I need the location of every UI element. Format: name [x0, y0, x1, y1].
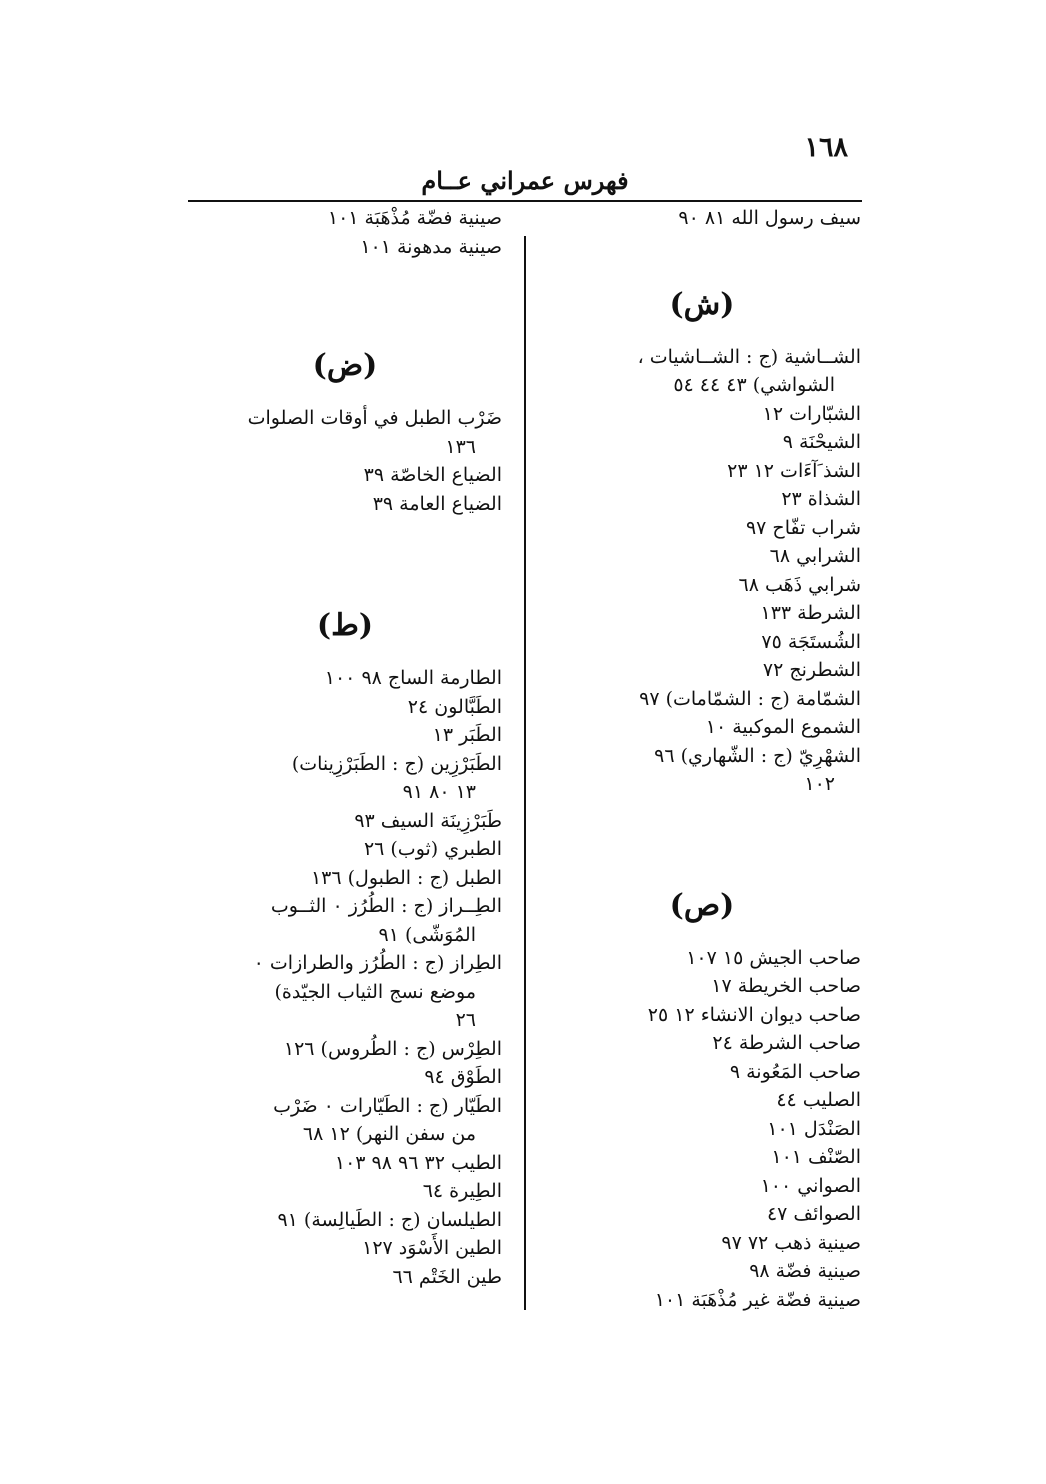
index-entry: الطَيّار (ج : الطَيّارات ٠ ضَرْب	[273, 1094, 502, 1117]
index-entry: الطَبَر ١٣	[432, 724, 502, 746]
index-entry: الصواني ١٠٠	[760, 1174, 861, 1197]
index-entry: الطِيرة ٦٤	[422, 1180, 502, 1202]
index-entry: الطيب ٣٢ ٩٦ ٩٨ ١٠٣	[334, 1151, 502, 1174]
index-entry: شراب تفّاح ٩٧	[745, 516, 861, 539]
index-entry: الشطرنج ٧٢	[762, 659, 861, 681]
index-entry: من سفن النهر) ١٢ ٦٨	[302, 1123, 476, 1145]
letter-heading-dad: (ض)	[312, 348, 378, 383]
index-entry: الضياع الخاصّة ٣٩	[363, 464, 502, 486]
index-entry: طَبَرْزِينَة السيف ٩٣	[354, 809, 502, 832]
index-entry: موضع نسج الثياب الجيّدة)	[274, 980, 476, 1003]
index-entry: الطَبَرْزِين (ج : الطَبَرْزِينات)	[291, 752, 502, 775]
index-entry: الطبري (ثوب) ٢٦	[363, 838, 502, 860]
index-entry: الشذاة ٢٣	[781, 488, 861, 510]
index-entry: ضَرْب الطبل في أوقات الصلوات	[247, 407, 502, 429]
index-entry: الطيلسان (ج : الطَيالِسة) ٩١	[277, 1208, 502, 1231]
index-entry: الشواشي) ٤٣ ٤٤ ٥٤	[673, 374, 835, 396]
index-entry: الطَبَّالون ٢٤	[407, 695, 502, 718]
index-entry: الصَنْدَل ١٠١	[767, 1117, 861, 1140]
index-entry: الشذ َآءَات ١٢ ٢٣	[727, 459, 861, 482]
letter-heading-ta: (ط)	[316, 608, 374, 643]
index-entry: الصّنْف ١٠١	[771, 1146, 861, 1168]
index-entry: الطِرْس (ج : الطُروس) ١٢٦	[283, 1037, 502, 1060]
index-entry: ١٣ ٨٠ ٩١	[402, 781, 476, 803]
index-entry: ١٣٦	[445, 435, 476, 458]
index-entry: الطِراز (ج : الطُرُز والطرازات ٠	[253, 952, 502, 974]
index-entry: الصوائف ٤٧	[766, 1203, 861, 1225]
index-entry: الشموع الموكبية ١٠	[705, 716, 861, 738]
index-entry: صاحب الخريطة ١٧	[711, 975, 861, 997]
index-entry: الشيحْنَة ٩	[782, 431, 861, 453]
index-entry: الشهْرِيّ (ج : الشّهاري) ٩٦	[654, 744, 861, 767]
index-entry: صينية فضّة غير مُذْهَبَة ١٠١	[654, 1288, 861, 1311]
index-entry: صينية مدهونة ١٠١	[360, 235, 502, 258]
page-number: ١٦٨	[804, 132, 848, 163]
index-entry: الشُستَجَة ٧٥	[761, 630, 861, 653]
index-entry: الشرطة ١٣٣	[760, 602, 861, 624]
index-entry: سيف رسول الله ٨١ ٩٠	[678, 207, 861, 229]
index-entry: صاحب ديوان الانشاء ١٢ ٢٥	[647, 1003, 861, 1026]
header-rule	[188, 200, 862, 202]
letter-heading-sad: (ص)	[669, 887, 735, 923]
index-entry: صينية فضّة ٩٨	[749, 1260, 861, 1282]
column-divider	[524, 236, 526, 1310]
index-entry: الطِــراز (ج : الطُرُز ٠ الثــوب	[270, 895, 502, 917]
index-column-left	[188, 204, 502, 1291]
index-entry: ٢٦	[455, 1009, 476, 1031]
index-column-right	[543, 204, 861, 1314]
index-entry: صينية فضّة مُذْهَبَة ١٠١	[327, 207, 502, 229]
index-entry: صاحب المَعُونة ٩	[729, 1060, 861, 1083]
index-entry: صاحب الجيش ١٥ ١٠٧	[686, 946, 861, 969]
index-entry: الضياع العامة ٣٩	[372, 492, 502, 515]
index-entry: الطبل (ج : الطبول) ١٣٦	[310, 866, 502, 889]
index-entry: الطارمة الساج ٩٨ ١٠٠	[324, 667, 502, 689]
index-entry: الصليب ٤٤	[776, 1089, 861, 1111]
letter-heading-shin: (ش)	[669, 286, 735, 322]
index-entry: صينية ذهب ٧٢ ٩٧	[721, 1231, 861, 1254]
index-entry: الشبّارات ١٢	[762, 402, 861, 425]
running-head: فهرس عمراني عــام	[421, 166, 629, 195]
index-entry: المُوَشّى) ٩١	[378, 923, 476, 946]
index-entry: صاحب الشرطة ٢٤	[712, 1032, 861, 1054]
index-entry: شرابي ذَهَب ٦٨	[738, 573, 861, 596]
index-entry: الشرابي ٦٨	[769, 545, 861, 567]
index-entry: الطين الأَسْوَد ١٢٧	[362, 1237, 502, 1259]
index-entry: الطَوْق ٩٤	[424, 1066, 502, 1088]
index-entry: طين الخَتْم ٦٦	[392, 1265, 502, 1288]
index-entry: الشمّامة (ج : الشمّامات) ٩٧	[639, 687, 861, 710]
index-entry: ١٠٢	[804, 773, 835, 795]
index-entry: الشــاشية (ج : الشــاشيات ،	[637, 345, 861, 368]
